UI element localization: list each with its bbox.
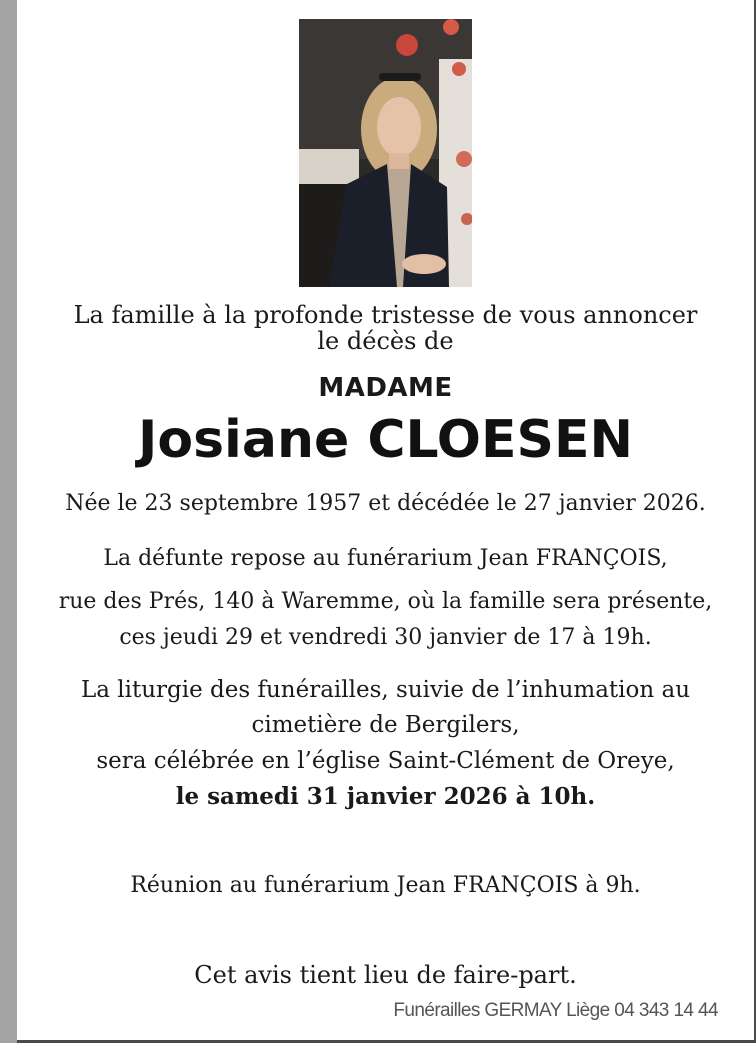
birth-death-dates: Née le 23 septembre 1957 et décédée le 27 janvier 2026.: [65, 491, 706, 516]
honorific-title: MADAME: [318, 373, 453, 403]
closing-text: Cet avis tient lieu de faire-part.: [194, 961, 577, 989]
reunion-text: Réunion au funérarium Jean FRANÇOIS à 9h.: [130, 873, 641, 898]
liturgy-line: La liturgie des funérailles, suivie de l’inhumation au: [80, 677, 691, 703]
intro-text: La famille à la profonde tristesse de vous annoncer le décès de: [73, 301, 698, 355]
left-margin-bar: [0, 0, 17, 1043]
repose-line: La défunte repose au funérarium Jean FRANÇOIS,: [103, 546, 668, 571]
funeral-home-footer: Funérailles GERMAY Liège 04 343 14 44: [393, 1000, 718, 1021]
deceased-name: Josiane CLOESEN: [138, 410, 633, 470]
liturgy-line: cimetière de Bergilers,: [251, 712, 520, 738]
repose-line: ces jeudi 29 et vendredi 30 janvier de 17 à 19h.: [119, 625, 652, 650]
portrait-photo: [299, 19, 472, 287]
liturgy-date: le samedi 31 janvier 2026 à 10h.: [175, 783, 596, 810]
repose-line: rue des Prés, 140 à Waremme, où la famille sera présente,: [58, 589, 713, 614]
liturgy-line: sera célébrée en l’église Saint-Clément de Oreye,: [96, 748, 675, 774]
